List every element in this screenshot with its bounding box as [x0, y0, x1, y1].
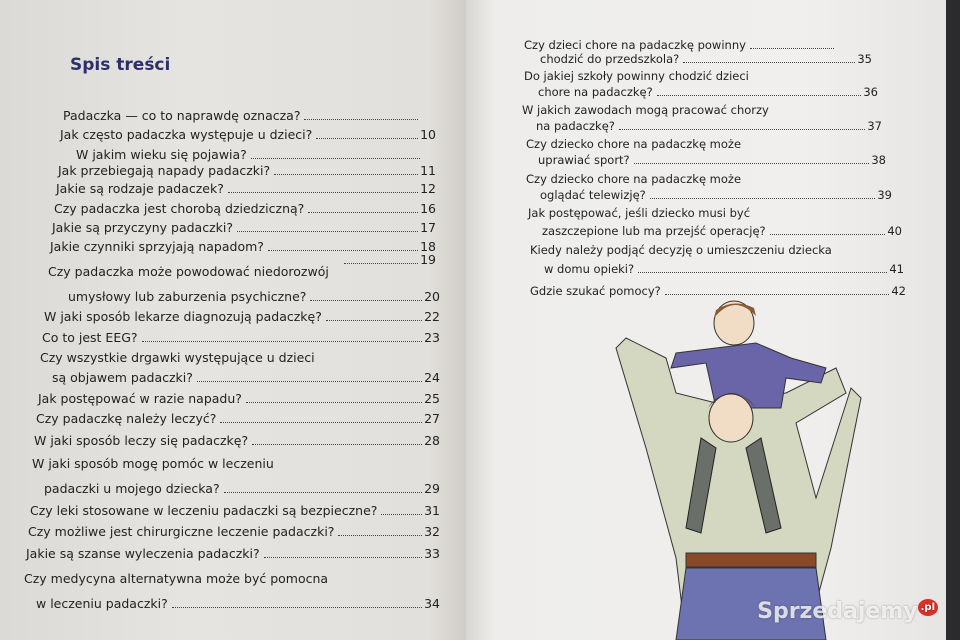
dot-leader [683, 62, 855, 63]
toc-entry-title: Jakie są przyczyny padaczki? [52, 220, 233, 235]
dot-leader [142, 341, 423, 342]
dot-leader [619, 129, 865, 130]
dot-leader [197, 381, 422, 382]
toc-entry [68, 289, 440, 304]
watermark-suffix: .pl [918, 599, 938, 616]
toc-entry [530, 284, 906, 298]
toc-entry-title: Czy możliwe jest chirurgiczne leczenie padaczki? [28, 524, 335, 539]
toc-entry [340, 252, 436, 267]
toc-entry-title: w leczeniu padaczki? [36, 596, 168, 611]
dot-leader [650, 198, 876, 199]
toc-entry-title: Czy wszystkie drgawki występujące u dzieci [40, 350, 315, 365]
toc-page-number: 27 [424, 411, 440, 426]
dot-leader [264, 557, 422, 558]
toc-page-number: 41 [889, 262, 904, 276]
dot-leader [172, 607, 422, 608]
toc-entry-title: W jakim wieku się pojawia? [76, 147, 247, 162]
toc-entry [54, 201, 436, 216]
toc-entry [522, 103, 769, 117]
toc-entry-title: Jakie są rodzaje padaczek? [56, 181, 224, 196]
toc-entry [36, 596, 440, 611]
toc-entry [538, 85, 878, 99]
toc-entry [40, 350, 315, 365]
dot-leader [224, 492, 423, 493]
dot-leader [304, 119, 418, 120]
watermark-logo [757, 599, 938, 624]
toc-entry [538, 153, 886, 167]
toc-entry [530, 243, 832, 257]
dot-leader [220, 422, 422, 423]
toc-entry-title: oglądać telewizję? [540, 188, 646, 202]
toc-entry-title: Jak postępować w razie napadu? [38, 391, 242, 406]
toc-page-number: 22 [424, 309, 440, 324]
toc-entry-title: chore na padaczkę? [538, 85, 653, 99]
toc-entry [38, 391, 440, 406]
toc-entry-title: Gdzie szukać pomocy? [530, 284, 661, 298]
toc-entry-title: uprawiać sport? [538, 153, 630, 167]
toc-entry [526, 137, 741, 151]
toc-entry-title: umysłowy lub zaburzenia psychiczne? [68, 289, 307, 304]
toc-entry-title: Czy dzieci chore na padaczkę powinny [524, 38, 746, 52]
toc-entry-title: Czy padaczka jest chorobą dziedziczną? [54, 201, 305, 216]
dot-leader [634, 163, 870, 164]
toc-entry [540, 188, 892, 202]
toc-entry [526, 172, 741, 186]
toc-page-number: 18 [420, 239, 436, 254]
watermark-text: Sprzedajemy [757, 599, 918, 624]
toc-entry-title: Jak postępować, jeśli dziecko musi być [528, 206, 751, 220]
toc-entry-title: Czy dziecko chore na padaczkę może [526, 137, 742, 151]
toc-entry [28, 524, 440, 539]
dot-leader [316, 138, 418, 139]
toc-entry [30, 503, 440, 518]
toc-page-number: 40 [887, 224, 902, 238]
toc-entry-title: na padaczkę? [536, 119, 615, 133]
dot-leader [268, 250, 418, 251]
toc-entry [542, 224, 902, 238]
dark-background-edge [946, 0, 960, 640]
dot-leader [274, 174, 418, 175]
toc-page-number: 34 [424, 596, 440, 611]
toc-page-number: 38 [871, 153, 886, 167]
toc-entry-title: Jakie są szanse wyleczenia padaczki? [26, 546, 260, 561]
toc-page-number: 24 [424, 370, 440, 385]
toc-page-number: 28 [424, 433, 440, 448]
toc-entry-title: W jaki sposób lekarze diagnozują padaczkę? [44, 309, 322, 324]
toc-entry-title: chodzić do przedszkola? [540, 52, 680, 66]
dot-leader [228, 192, 418, 193]
dot-leader [338, 535, 422, 536]
toc-page-number: 16 [420, 201, 436, 216]
toc-entry-title: Czy medycyna alternatywna może być pomocna [24, 571, 329, 586]
toc-entry-title: Padaczka — co to naprawdę oznacza? [63, 108, 301, 123]
toc-entry [536, 119, 882, 133]
toc-page-number: 10 [420, 127, 436, 142]
dot-leader [381, 514, 422, 515]
toc-entry [24, 571, 328, 586]
toc-entry-title: Czy padaczkę należy leczyć? [36, 411, 217, 426]
dot-leader [252, 444, 422, 445]
father-child-illustration [606, 298, 866, 640]
toc-entry [540, 52, 872, 66]
toc-entry [36, 411, 440, 426]
toc-entry [42, 330, 440, 345]
toc-entry [52, 220, 436, 235]
toc-entry [76, 147, 422, 162]
toc-entry-title: padaczki u mojego dziecka? [44, 481, 220, 496]
toc-page-number: 11 [420, 163, 436, 178]
toc-entry-title: Czy padaczka może powodować niedorozwój [48, 264, 329, 279]
dot-leader [237, 231, 418, 232]
toc-page-number: 42 [891, 284, 906, 298]
toc-entry-title: Jak przebiegają napady padaczki? [58, 163, 271, 178]
dot-leader [251, 158, 420, 159]
toc-page-number: 33 [424, 546, 440, 561]
toc-page-number: 25 [424, 391, 440, 406]
toc-page-number: 31 [424, 503, 440, 518]
toc-entry-title: Czy dziecko chore na padaczkę może [526, 172, 742, 186]
toc-entry [44, 481, 440, 496]
dot-leader [246, 402, 422, 403]
toc-entry-title: Jak często padaczka występuje u dzieci? [60, 127, 313, 142]
toc-entry [63, 108, 420, 123]
toc-entry [32, 456, 274, 471]
toc-entry [528, 206, 750, 220]
toc-entry [524, 69, 749, 83]
toc-entry-title: w domu opieki? [544, 262, 635, 276]
toc-entry-title: Co to jest EEG? [42, 330, 138, 345]
toc-page-number: 17 [420, 220, 436, 235]
dot-leader [310, 300, 422, 301]
toc-entry-title: zaszczepione lub ma przejść operację? [542, 224, 766, 238]
toc-entry [60, 127, 436, 142]
toc-entry [44, 309, 440, 324]
toc-page-number: 37 [867, 119, 882, 133]
toc-entry-title: W jaki sposób leczy się padaczkę? [34, 433, 249, 448]
dot-leader [344, 263, 418, 264]
toc-entry [544, 262, 904, 276]
toc-page-number: 35 [857, 52, 872, 66]
toc-entry [524, 38, 836, 52]
toc-entry-title: Kiedy należy podjąć decyzję o umieszczeniu dziecka [530, 243, 832, 257]
toc-page-number: 19 [420, 252, 436, 267]
dot-leader [638, 272, 887, 273]
toc-entry [34, 433, 440, 448]
dot-leader [326, 320, 422, 321]
toc-entry-title: Do jakiej szkoły powinny chodzić dzieci [524, 69, 749, 83]
dot-leader [308, 212, 418, 213]
toc-entry [26, 546, 440, 561]
toc-entry-title: Czy leki stosowane w leczeniu padaczki są bezpieczne? [30, 503, 378, 518]
toc-page-number: 39 [877, 188, 892, 202]
toc-page-number: 23 [424, 330, 440, 345]
dot-leader [657, 95, 862, 96]
toc-entry-title: W jaki sposób mogę pomóc w leczeniu [32, 456, 274, 471]
toc-entry [52, 370, 440, 385]
toc-page-number: 29 [424, 481, 440, 496]
toc-page-number: 20 [424, 289, 440, 304]
dot-leader [770, 234, 886, 235]
toc-entry [48, 264, 329, 279]
page-title: Spis treści [70, 55, 171, 75]
toc-entry-title: Jakie czynniki sprzyjają napadom? [50, 239, 264, 254]
toc-entry [58, 163, 436, 178]
left-page [0, 0, 466, 640]
toc-entry-title: są objawem padaczki? [52, 370, 193, 385]
toc-entry [56, 181, 436, 196]
toc-page-number: 32 [424, 524, 440, 539]
toc-entry-title: W jakich zawodach mogą pracować chorzy [522, 103, 769, 117]
dot-leader [665, 294, 890, 295]
dot-leader [750, 48, 834, 49]
toc-page-number: 12 [420, 181, 436, 196]
right-page [466, 0, 948, 640]
toc-page-number: 36 [863, 85, 878, 99]
